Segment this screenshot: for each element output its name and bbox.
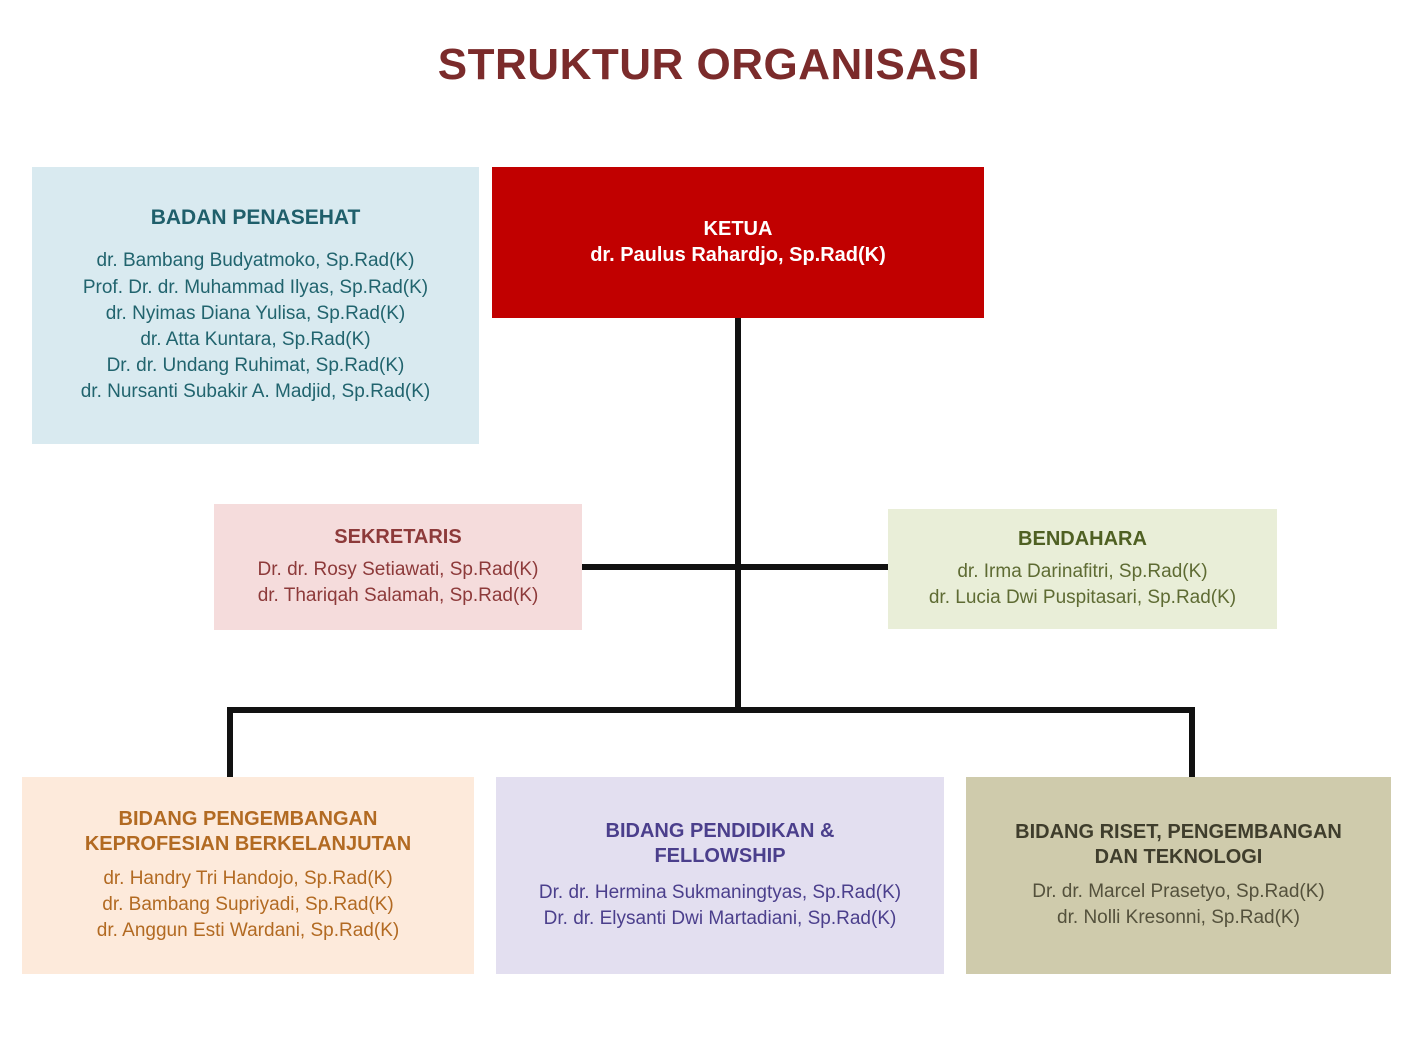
node-members [258,557,539,609]
node-role-label [85,807,411,858]
member-name: dr. Paulus Rahardjo, Sp.Rad(K) [590,243,886,266]
member-name: dr. Anggun Esti Wardani, Sp.Rad(K) [96,920,400,942]
node-members [1032,879,1325,931]
member-name: dr. Nursanti Subakir A. Madjid, Sp.Rad(K) [80,381,431,403]
connector-bidang-right-vertical [1189,707,1195,779]
member-name: dr. Thariqah Salamah, Sp.Rad(K) [257,584,539,606]
member-name: dr. Bambang Supriyadi, Sp.Rad(K) [102,893,394,915]
member-name: dr. Handry Tri Handojo, Sp.Rad(K) [103,867,393,889]
node-role-line: KEPROFESIAN BERKELANJUTAN [84,833,412,856]
node-role-label [1015,820,1342,871]
node-members [590,243,886,269]
node-role-line: BIDANG RISET, PENGEMBANGAN [1015,820,1342,843]
node-role-line: BIDANG PENDIDIKAN & [605,819,835,842]
member-name: Prof. Dr. dr. Muhammad Ilyas, Sp.Rad(K) [82,276,429,298]
connector-ketua-vertical [735,318,741,713]
node-bendahara [888,509,1277,629]
node-sekretaris [214,504,582,630]
node-role-line: FELLOWSHIP [654,845,786,868]
node-bidang-pkb [22,777,474,974]
page-title: STRUKTUR ORGANISASI [437,40,981,89]
member-name: Dr. dr. Elysanti Dwi Martadiani, Sp.Rad(K) [543,908,897,930]
connector-bendahara-horizontal [738,564,890,570]
node-role-label: KETUA [703,217,773,240]
member-name: Dr. dr. Undang Ruhimat, Sp.Rad(K) [106,355,405,377]
connector-sekretaris-horizontal [582,564,738,570]
connector-bidang-left-vertical [227,707,233,779]
member-name: Dr. dr. Hermina Sukmaningtyas, Sp.Rad(K) [538,881,902,903]
node-role-line: BIDANG PENGEMBANGAN [118,807,378,830]
node-bidang-pendidikan [496,777,944,974]
node-bidang-riset [966,777,1391,974]
member-name: dr. Nyimas Diana Yulisa, Sp.Rad(K) [105,302,406,324]
member-name: dr. Atta Kuntara, Sp.Rad(K) [140,328,371,350]
member-name: dr. Bambang Budyatmoko, Sp.Rad(K) [96,250,415,272]
node-badan-penasehat [32,167,479,444]
node-role-label: SEKRETARIS [334,525,462,548]
member-name: Dr. dr. Marcel Prasetyo, Sp.Rad(K) [1032,880,1325,902]
node-members [81,248,431,405]
node-members [539,880,901,932]
node-role-line: DAN TEKNOLOGI [1094,846,1263,869]
node-members [929,559,1236,611]
node-ketua [492,167,984,318]
node-role-label: BADAN PENASEHAT [150,206,361,230]
member-name: dr. Lucia Dwi Puspitasari, Sp.Rad(K) [928,586,1237,608]
node-members [97,866,399,945]
node-role-label [606,819,835,870]
node-role-label: BENDAHARA [1018,527,1147,550]
member-name: dr. Nolli Kresonni, Sp.Rad(K) [1057,907,1300,929]
member-name: dr. Irma Darinafitri, Sp.Rad(K) [957,560,1208,582]
connector-bidang-horizontal [227,707,1195,713]
member-name: Dr. dr. Rosy Setiawati, Sp.Rad(K) [257,558,539,580]
